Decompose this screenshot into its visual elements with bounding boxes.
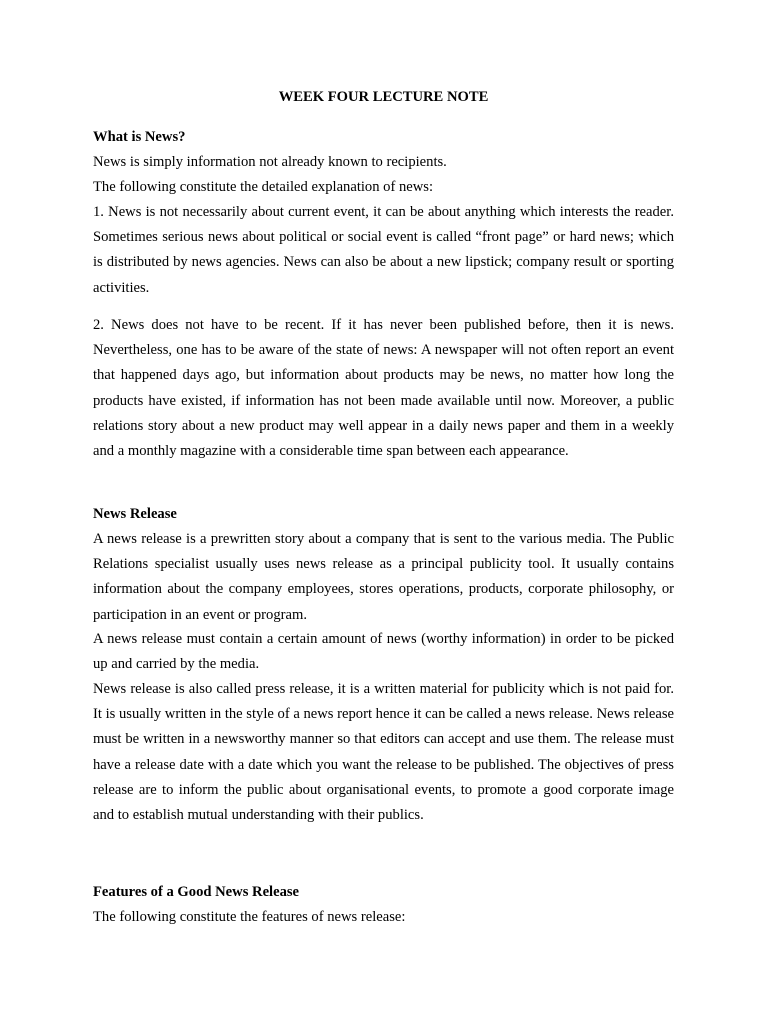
heading-what-is-news: What is News?	[93, 129, 186, 145]
news-definition: News is simply information not already known to recipients.	[93, 154, 447, 170]
news-point-1: 1. News is not necessarily about current event, it can be about anything which interests the reader. Sometimes serious news about political or social event is called “front page” or hard news; which is distributed by news agencies. News can also be about a new lipstick; company result or sporting activities.	[93, 204, 674, 296]
document-title: WEEK FOUR LECTURE NOTE	[278, 89, 489, 105]
features-intro: The following constitute the features of news release:	[93, 909, 406, 925]
heading-features: Features of a Good News Release	[93, 884, 300, 900]
release-paragraph-3: News release is also called press release, it is a written material for publicity which is not paid for. It is usually written in the style of a news report hence it can be called a news release. News release must be written in a newsworthy manner so that editors can accept and use them. The release must have a release date with a date which you want the release to be published. The objectives of press release are to inform the public about organisational events, to promote a good corporate image and to establish mutual understanding with their publics.	[93, 681, 674, 824]
release-paragraph-1: A news release is a prewritten story about a company that is sent to the various media. The Public Relations specialist usually uses news release as a principal publicity tool. It usually contains information about the company employees, stores operations, products, corporate philosophy, or participation in an event or program.	[93, 531, 674, 623]
news-point-2: 2. News does not have to be recent. If it has never been published before, then it is news. Nevertheless, one has to be aware of the state of news: A newspaper will not often report an event that happened days ago, but information about products may be news, no matter how long the products have existed, if information has not been made available until now. Moreover, a public relations story about a new product may well appear in a daily news paper and them in a weekly and a monthly magazine with a considerable time span between each appearance.	[93, 317, 674, 460]
release-paragraph-2: A news release must contain a certain amount of news (worthy information) in order to be picked up and carried by the media.	[93, 631, 674, 673]
heading-news-release: News Release	[93, 506, 177, 522]
news-intro: The following constitute the detailed explanation of news:	[93, 179, 434, 195]
